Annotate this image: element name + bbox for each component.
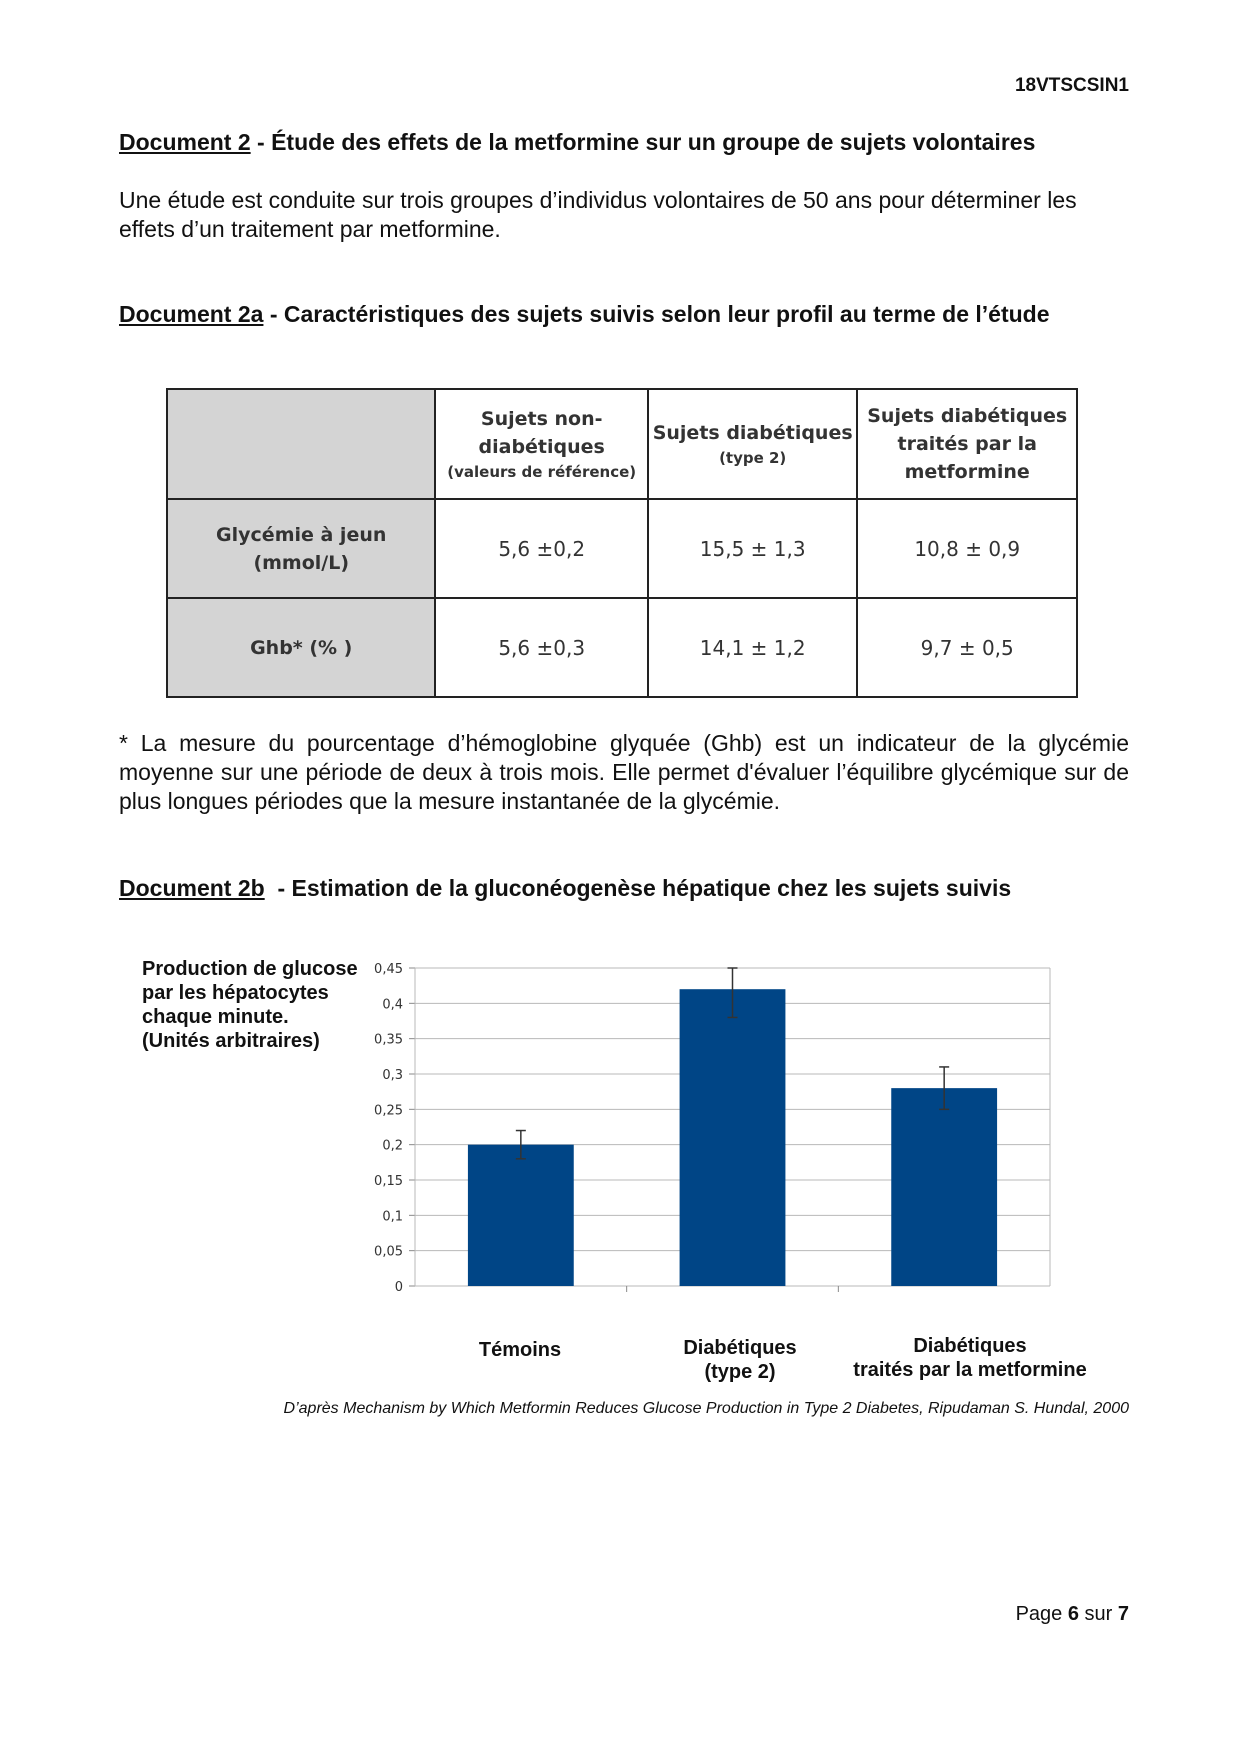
row-label-cell <box>167 598 435 697</box>
doc2a-title: - Caractéristiques des sujets suivis selon leur profil au terme de l’étude <box>263 301 1050 327</box>
footnote: * La mesure du pourcentage d’hémoglobine glyquée (Ghb) est un indicateur de la glycémie moyenne sur une période de deux à trois mois. Elle permet d'évaluer l’équilibre glycémique sur de plus longues périodes que la mesure instantanée de la glycémie. <box>119 730 1129 814</box>
y-tick-label: 0,1 <box>382 1209 403 1225</box>
gluconeogenesis-bar-chart <box>360 960 1130 1320</box>
cell-value: 9,7 ± 0,5 <box>920 635 1014 660</box>
table-header-row <box>167 389 1077 499</box>
table-header-cell <box>648 389 858 499</box>
category-label-temoins <box>430 1338 610 1362</box>
doc2-title: - Étude des effets de la metformine sur un groupe de sujets volontaires <box>250 129 1036 155</box>
row-label: Ghb* (% ) <box>250 636 353 659</box>
document-code: 18VTSCSIN1 <box>1014 75 1129 96</box>
y-tick-label: 0,4 <box>382 997 403 1013</box>
bar <box>680 989 786 1286</box>
category-label-diabetiques <box>635 1336 845 1384</box>
category-line: (type 2) <box>704 1361 776 1383</box>
cell-value: 15,5 ± 1,3 <box>699 536 806 561</box>
row-label: Glycémie à jeun (mmol/L) <box>216 523 387 574</box>
table-cell <box>435 499 647 598</box>
header-main: Sujets diabétiques <box>652 422 853 444</box>
doc2-ref: Document 2 <box>119 129 251 155</box>
doc2b-title: - Estimation de la gluconéogenèse hépatique chez les sujets suivis <box>264 875 1012 901</box>
header-sub: (type 2) <box>719 449 787 467</box>
row-label-cell <box>167 499 435 598</box>
category-line: Témoins <box>478 1339 562 1361</box>
category-line: traités par la metformine <box>853 1359 1087 1381</box>
doc2b-ref: Document 2b <box>119 875 265 901</box>
cell-value: 14,1 ± 1,2 <box>699 635 806 660</box>
y-label-line: chaque minute. <box>142 1006 289 1028</box>
doc2a-ref: Document 2a <box>119 301 264 327</box>
table-header-cell <box>857 389 1077 499</box>
doc2b-heading <box>119 873 1011 903</box>
y-tick-label: 0,3 <box>382 1068 403 1083</box>
header-main: Sujets non-diabétiques <box>478 408 605 458</box>
y-label-line: par les hépatocytes <box>142 982 329 1004</box>
y-label-line: (Unités arbitraires) <box>142 1030 320 1052</box>
y-tick-label: 0,45 <box>374 962 403 977</box>
table-row <box>167 598 1077 697</box>
y-tick-label: 0,25 <box>374 1103 403 1119</box>
y-label-line: Production de glucose <box>142 958 358 980</box>
page-current: 6 <box>1067 1603 1079 1625</box>
y-tick-label: 0,05 <box>374 1244 403 1260</box>
y-tick-label: 0 <box>394 1280 403 1295</box>
header-sub: (valeurs de référence) <box>447 463 637 481</box>
doc2-heading <box>119 127 1035 157</box>
source-citation: D’après Mechanism by Which Metformin Reduces Glucose Production in Type 2 Diabetes, Ripudaman S. Hundal, 2000 <box>283 1400 1129 1417</box>
page-number <box>1016 1603 1129 1626</box>
bar <box>891 1088 997 1286</box>
chart-y-label <box>142 957 358 1053</box>
table-cell <box>857 598 1077 697</box>
y-tick-label: 0,2 <box>382 1138 403 1154</box>
y-tick-label: 0,35 <box>374 1032 403 1048</box>
category-line: Diabétiques <box>913 1335 1027 1357</box>
cell-value: 5,6 ±0,3 <box>498 635 586 660</box>
table-cell <box>648 598 858 697</box>
table-row <box>167 499 1077 598</box>
table-cell <box>435 598 647 697</box>
table-cell <box>857 499 1077 598</box>
cell-value: 10,8 ± 0,9 <box>914 536 1021 561</box>
cell-value: 5,6 ±0,2 <box>498 536 586 561</box>
table-cell <box>648 499 858 598</box>
y-tick-label: 0,15 <box>374 1174 403 1189</box>
page-total: 7 <box>1117 1603 1129 1625</box>
doc2a-heading <box>119 299 1079 329</box>
doc2-intro: Une étude est conduite sur trois groupes d’individus volontaires de 50 ans pour déterminer les effets d’un traitement par metformine. <box>119 187 1077 242</box>
category-line: Diabétiques <box>683 1337 797 1359</box>
table-header-cell <box>435 389 647 499</box>
category-label-traites <box>830 1334 1110 1382</box>
table-corner-cell <box>167 389 435 499</box>
characteristics-table <box>166 388 1078 698</box>
page-mid: sur <box>1078 1603 1118 1625</box>
bar <box>468 1145 574 1286</box>
header-main: Sujets diabétiques traités par la metformine <box>867 405 1068 483</box>
page-prefix: Page <box>1015 1603 1068 1625</box>
